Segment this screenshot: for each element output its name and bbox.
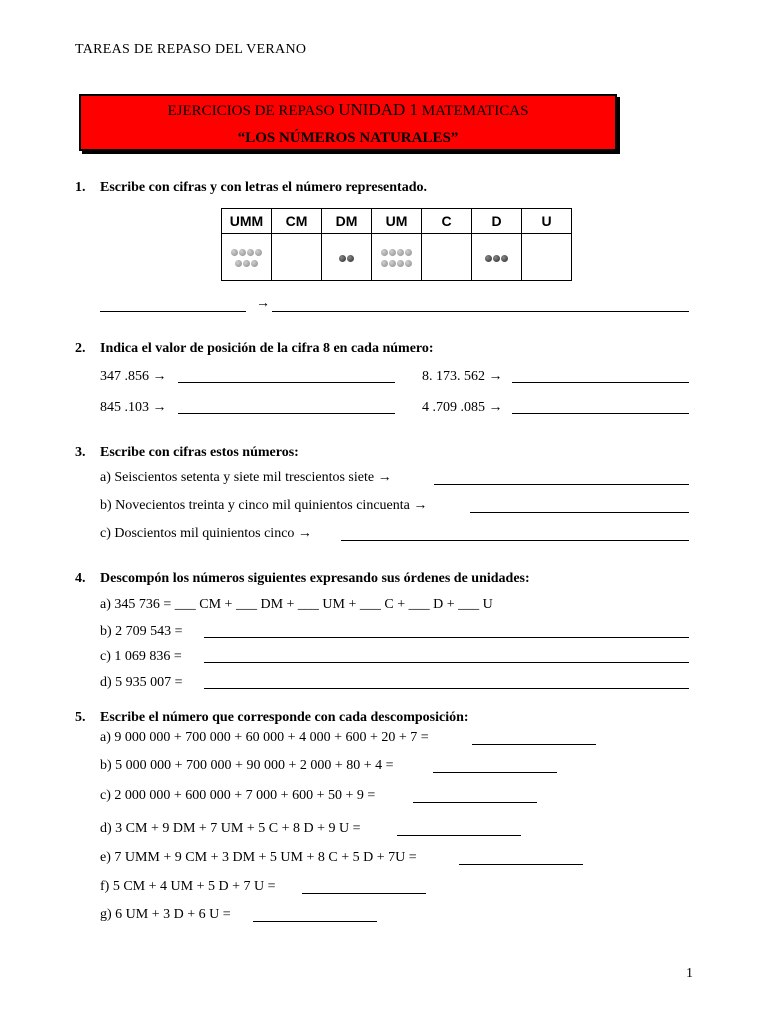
q2-item-2: 8. 173. 562 →	[422, 369, 503, 384]
q4-answer-d[interactable]	[204, 675, 689, 689]
q2-item-1: 347 .856 →	[100, 369, 167, 384]
counter-cell-c	[422, 234, 472, 281]
q1-number: 1.	[75, 180, 86, 195]
counter-dot	[381, 249, 388, 256]
page-number: 1	[686, 966, 693, 981]
q2-item-3: 845 .103 →	[100, 400, 167, 415]
q1-text: Escribe con cifras y con letras el número representado.	[100, 180, 428, 195]
q5-number: 5.	[75, 710, 86, 725]
q5-item-a: a) 9 000 000 + 700 000 + 60 000 + 4 000 + 600 + 20 + 7 =	[100, 730, 429, 745]
counter-dot	[397, 249, 404, 256]
counter-dot	[243, 260, 250, 267]
q3-number: 3.	[75, 445, 86, 460]
q5-answer-g[interactable]	[253, 908, 377, 922]
q5-answer-b[interactable]	[433, 759, 557, 773]
q5-item-b: b) 5 000 000 + 700 000 + 90 000 + 2 000 + 80 + 4 =	[100, 758, 394, 773]
counter-dot	[251, 260, 258, 267]
title-line-1	[81, 100, 615, 120]
counter-dot	[485, 255, 492, 262]
counter-cell-d	[472, 234, 522, 281]
counter-dot	[255, 249, 262, 256]
q5-answer-f[interactable]	[302, 880, 426, 894]
q4-item-b: b) 2 709 543 =	[100, 624, 183, 639]
q3-text: Escribe con cifras estos números:	[100, 445, 299, 460]
title-line-2: “LOS NÚMEROS NATURALES”	[237, 130, 459, 146]
q5-answer-a[interactable]	[472, 731, 596, 745]
counter-dot	[235, 260, 242, 267]
q4-number: 4.	[75, 571, 86, 586]
title-part-b: UNIDAD 1	[338, 100, 419, 119]
title-box	[79, 94, 617, 151]
q3-item-b: b) Novecientos treinta y cinco mil quinientos cincuenta →	[100, 498, 428, 513]
q5-item-c: c) 2 000 000 + 600 000 + 7 000 + 600 + 50 + 9 =	[100, 788, 376, 803]
q4-item-d: d) 5 935 007 =	[100, 675, 183, 690]
q3-item-a: a) Seiscientos setenta y siete mil trescientos siete →	[100, 470, 392, 485]
table-header-u: U	[522, 209, 572, 234]
q3-answer-a[interactable]	[434, 471, 689, 485]
q5-answer-e[interactable]	[459, 851, 583, 865]
q2-text: Indica el valor de posición de la cifra 8 en cada número:	[100, 341, 434, 356]
table-header-cm: CM	[272, 209, 322, 234]
counter-dot	[389, 249, 396, 256]
counter-dot	[339, 255, 346, 262]
counter-cell-cm	[272, 234, 322, 281]
counter-cell-umm	[222, 234, 272, 281]
q5-answer-c[interactable]	[413, 789, 537, 803]
q2-number: 2.	[75, 341, 86, 356]
q4-answer-c[interactable]	[204, 649, 689, 663]
q1-answer-digits-field[interactable]	[100, 298, 246, 312]
q5-item-g: g) 6 UM + 3 D + 6 U =	[100, 907, 231, 922]
title-part-c: MATEMATICAS	[421, 103, 529, 119]
title-part-a: EJERCICIOS DE REPASO	[167, 103, 335, 119]
q5-answer-d[interactable]	[397, 822, 521, 836]
counter-dot	[231, 249, 238, 256]
counter-dot	[405, 260, 412, 267]
counter-dot	[381, 260, 388, 267]
q5-item-e: e) 7 UMM + 9 CM + 3 DM + 5 UM + 8 C + 5 D + 7U =	[100, 850, 417, 865]
q5-item-f: f) 5 CM + 4 UM + 5 D + 7 U =	[100, 879, 276, 894]
counter-dot	[397, 260, 404, 267]
counter-dot	[493, 255, 500, 262]
q4-item-c: c) 1 069 836 =	[100, 649, 182, 664]
q2-answer-4[interactable]	[512, 400, 689, 414]
counter-cell-um	[372, 234, 422, 281]
q3-answer-c[interactable]	[341, 527, 689, 541]
table-header-um: UM	[372, 209, 422, 234]
counter-dot	[239, 249, 246, 256]
q1-answer-words-field[interactable]	[272, 298, 689, 312]
q2-item-4: 4 .709 .085 →	[422, 400, 503, 415]
counter-dot	[347, 255, 354, 262]
q5-item-d: d) 3 CM + 9 DM + 7 UM + 5 C + 8 D + 9 U =	[100, 821, 361, 836]
arrow-icon: →	[256, 296, 270, 311]
counter-dot	[247, 249, 254, 256]
counter-dot	[405, 249, 412, 256]
table-header-dm: DM	[322, 209, 372, 234]
counter-dot	[389, 260, 396, 267]
table-header-c: C	[422, 209, 472, 234]
counter-cell-u	[522, 234, 572, 281]
counter-cell-dm	[322, 234, 372, 281]
place-value-table	[221, 208, 572, 281]
table-header-umm: UMM	[222, 209, 272, 234]
q5-text: Escribe el número que corresponde con cada descomposición:	[100, 710, 469, 725]
table-header-d: D	[472, 209, 522, 234]
q4-text: Descompón los números siguientes expresando sus órdenes de unidades:	[100, 571, 530, 586]
page-header: TAREAS DE REPASO DEL VERANO	[75, 42, 307, 57]
q3-item-c: c) Doscientos mil quinientos cinco →	[100, 526, 312, 541]
q4-item-a: a) 345 736 = ___ CM + ___ DM + ___ UM + ___ C + ___ D + ___ U	[100, 597, 493, 612]
q3-answer-b[interactable]	[470, 499, 689, 513]
q2-answer-1[interactable]	[178, 369, 395, 383]
q4-answer-b[interactable]	[204, 624, 689, 638]
counter-dot	[501, 255, 508, 262]
q2-answer-2[interactable]	[512, 369, 689, 383]
q2-answer-3[interactable]	[178, 400, 395, 414]
